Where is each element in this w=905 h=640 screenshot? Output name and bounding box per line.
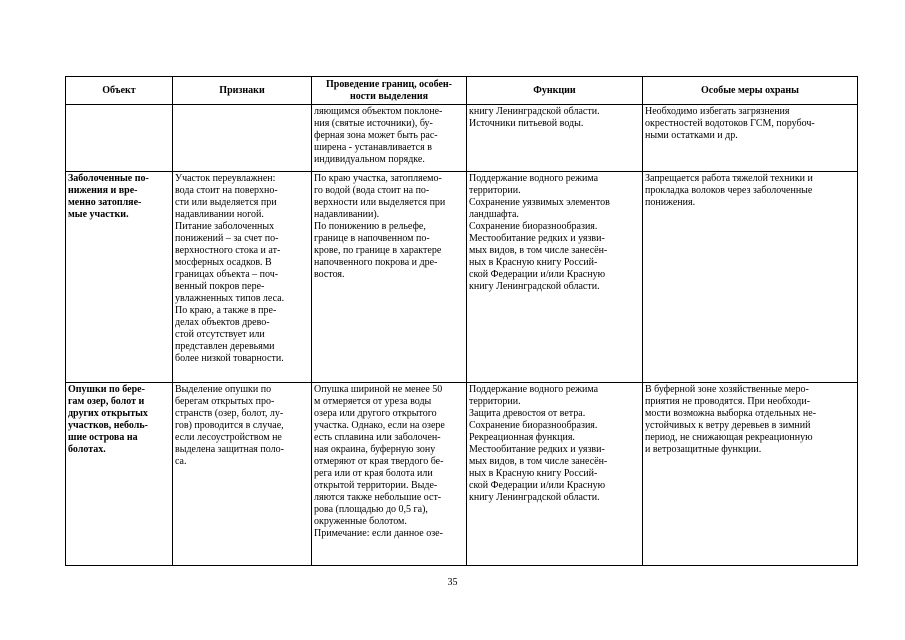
cell-line: венный покров пере- — [175, 281, 265, 292]
cell-line: Сохранение уязвимых элементов — [469, 197, 610, 208]
cell-line: Выделение опушки по — [175, 384, 272, 395]
cell-line: По краю участка, затопляемо- — [314, 173, 442, 184]
cell-line: верхностного стока и ат- — [175, 245, 281, 256]
cell-line: надавливании ногой. — [175, 209, 264, 220]
cell-line: Функции — [533, 84, 576, 96]
cell-line: напочвенного покрова и дре- — [314, 257, 438, 268]
table-cell — [467, 105, 643, 172]
cell-line: го водой (вода стоит на по- — [314, 185, 430, 196]
cell-line: крове, по границе в характере — [314, 245, 442, 256]
cell-line: устойчивых к ветру деревьев в зимний — [645, 420, 811, 431]
cell-line: книгу Ленинградской области. — [469, 492, 600, 503]
cell-line: более низкой товарности. — [175, 353, 284, 364]
cell-line: востоя. — [314, 269, 345, 280]
table-cell — [312, 172, 467, 383]
cell-line: участков, неболь- — [68, 420, 148, 431]
cell-line: надавливании). — [314, 209, 380, 220]
table-cell — [173, 383, 312, 566]
cell-line: мых видов, в том числе занесён- — [469, 245, 608, 256]
cell-line: м отмеряется от уреза воды — [314, 396, 432, 407]
cell-line: окруженные болотом. — [314, 516, 407, 527]
cell-line: ных в Красную книгу Россий- — [469, 257, 598, 268]
cell-line: гам озер, болот и — [68, 396, 145, 407]
cell-line: участка. Однако, если на озере — [314, 420, 445, 431]
cell-line: мости возможна выборка отдельных не- — [645, 408, 817, 419]
cell-line: мые участки. — [68, 209, 129, 220]
cell-line: представлен деревьями — [175, 341, 275, 352]
cell-line: Особые меры охраны — [701, 84, 799, 96]
table-cell — [643, 383, 858, 566]
cell-line: берегам открытых про- — [175, 396, 275, 407]
cell-line: ландшафта. — [469, 209, 519, 220]
column-header-object — [66, 77, 173, 105]
cell-line: ными остатками и др. — [645, 130, 738, 141]
cell-line: и ветрозащитные функции. — [645, 444, 762, 455]
cell-line: ской Федерации и/или Красную — [469, 269, 606, 280]
table-cell — [643, 105, 858, 172]
page-number: 35 — [447, 577, 458, 588]
cell-line: В буферной зоне хозяйственные меро- — [645, 384, 809, 395]
table-row-wetland-depressions — [66, 172, 858, 383]
cell-line: прокладка волоков через заболоченные — [645, 185, 813, 196]
cell-line: книгу Ленинградской области. — [469, 106, 600, 117]
table-header-row — [66, 77, 858, 105]
table-cell — [643, 172, 858, 383]
cell-line: Примечание: если данное озе- — [314, 528, 443, 539]
cell-line: стой отсутствует или — [175, 329, 265, 340]
cell-line: Заболоченные по- — [68, 173, 149, 184]
column-header-protection — [643, 77, 858, 105]
cell-line: сти или выделяется при — [175, 197, 277, 208]
cell-line: понижения. — [645, 197, 696, 208]
cell-line: Питание заболоченных — [175, 221, 275, 232]
cell-line: вода стоит на поверхно- — [175, 185, 278, 196]
cell-line: выделена защитная поло- — [175, 444, 284, 455]
cell-line: нижения и вре- — [68, 185, 138, 196]
cell-line: границе в напочвенном по- — [314, 233, 430, 244]
cell-line: озера или другого открытого — [314, 408, 437, 419]
cell-line: есть сплавина или заболочен- — [314, 432, 441, 443]
column-header-features — [173, 77, 312, 105]
column-header-functions — [467, 77, 643, 105]
table-cell — [66, 383, 173, 566]
cell-line: других открытых — [68, 408, 148, 419]
cell-line: Сохранение биоразнообразия. — [469, 221, 598, 232]
table-cell — [312, 383, 467, 566]
cell-line: По краю, а также в пре- — [175, 305, 277, 316]
cell-line: Местообитание редких и уязви- — [469, 233, 605, 244]
cell-line: рова (площадью до 0,5 га), — [314, 504, 428, 515]
cell-line: территории. — [469, 396, 521, 407]
cell-line: Защита древостоя от ветра. — [469, 408, 586, 419]
cell-line: Запрещается работа тяжелой техники и — [645, 173, 813, 184]
cell-line: окрестностей водотоков ГСМ, порубоч- — [645, 118, 815, 129]
cell-line: ния (святые источники), бу- — [314, 118, 433, 129]
table-cell — [312, 105, 467, 172]
cell-line: Поддержание водного режима — [469, 384, 599, 395]
cell-line: Местообитание редких и уязви- — [469, 444, 605, 455]
cell-line: ляющимся объектом поклоне- — [314, 106, 443, 117]
cell-line: территории. — [469, 185, 521, 196]
table-cell — [467, 172, 643, 383]
cell-line: верхности или выделяется при — [314, 197, 446, 208]
cell-line: По понижению в рельефе, — [314, 221, 426, 232]
cell-line: делах объектов древо- — [175, 317, 270, 328]
cell-line: Признаки — [219, 84, 265, 96]
table-cell — [467, 383, 643, 566]
cell-line: границах объекта – поч- — [175, 269, 279, 280]
table-row-continuation — [66, 105, 858, 172]
cell-line: Участок переувлажнен: — [175, 173, 276, 184]
cell-line: ности выделения — [349, 90, 429, 102]
cell-line: рега или от края болота или — [314, 468, 433, 479]
cell-line: Источники питьевой воды. — [469, 118, 584, 129]
cell-line: увлажненных типов леса. — [175, 293, 285, 304]
cell-line: индивидуальном порядке. — [314, 154, 425, 165]
cell-line: мых видов, в том числе занесён- — [469, 456, 608, 467]
cell-line: ширена - устанавливается в — [314, 142, 432, 153]
table-cell — [173, 172, 312, 383]
table-cell — [66, 172, 173, 383]
cell-line: ферная зона может быть рас- — [314, 130, 438, 141]
table-cell — [66, 105, 173, 172]
cell-line: ской Федерации и/или Красную — [469, 480, 606, 491]
cell-line: Поддержание водного режима — [469, 173, 599, 184]
cell-line: приятия не проводятся. При необходи- — [645, 396, 811, 407]
cell-line: странств (озер, болот, лу- — [175, 408, 284, 419]
guidelines-table — [65, 76, 858, 566]
cell-line: Объект — [102, 84, 136, 96]
cell-line: мосферных осадков. В — [175, 257, 272, 268]
cell-line: шие острова на — [68, 432, 138, 443]
table-cell — [173, 105, 312, 172]
column-header-boundaries — [312, 77, 467, 105]
cell-line: Рекреационная функция. — [469, 432, 575, 443]
cell-line: Сохранение биоразнообразия. — [469, 420, 598, 431]
cell-line: книгу Ленинградской области. — [469, 281, 600, 292]
cell-line: отмеряют от края твердого бе- — [314, 456, 444, 467]
cell-line: Проведение границ, особен- — [326, 78, 452, 90]
cell-line: Опушка шириной не менее 50 — [314, 384, 443, 395]
cell-line: Необходимо избегать загрязнения — [645, 106, 790, 117]
cell-line: болотах. — [68, 444, 106, 455]
cell-line: если лесоустройством не — [175, 432, 282, 443]
cell-line: ных в Красную книгу Россий- — [469, 468, 598, 479]
cell-line: са. — [175, 456, 187, 467]
cell-line: ная окраина, буферную зону — [314, 444, 436, 455]
cell-line: понижений – за счет по- — [175, 233, 279, 244]
cell-line: открытой территории. Выде- — [314, 480, 438, 491]
cell-line: гов) проводится в случае, — [175, 420, 284, 431]
cell-line: период, не снижающая рекреационную — [645, 432, 813, 443]
table-row-forest-edges — [66, 383, 858, 566]
cell-line: Опушки по бере- — [68, 384, 145, 395]
cell-line: ляются также небольшие ост- — [314, 492, 442, 503]
cell-line: менно затопляе- — [68, 197, 142, 208]
